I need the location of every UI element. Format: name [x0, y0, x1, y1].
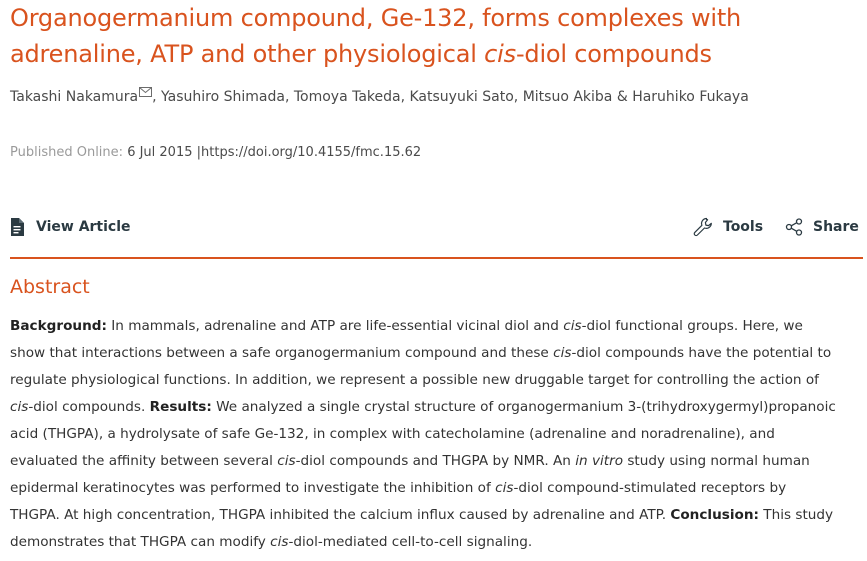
abstract-italic: cis [10, 399, 29, 415]
abstract-italic: cis [277, 453, 296, 469]
abstract-line [10, 529, 860, 556]
wrench-icon [693, 217, 713, 237]
abstract-text: regulate physiological functions. In addition, we represent a possible new druggable target for controlling the action of [10, 372, 819, 388]
abstract-text: epidermal keratinocytes was performed to investigate the inhibition of [10, 480, 496, 496]
title-text-2: -diol compounds [515, 40, 712, 68]
abstract-text: THGPA. At high concentration, THGPA inhibited the calcium influx caused by adrenaline and ATP. [10, 507, 671, 523]
published-date: 6 Jul 2015 [127, 145, 193, 160]
abstract-line [10, 313, 860, 340]
abstract-line [10, 448, 860, 475]
share-icon [785, 218, 803, 236]
abstract-text: evaluated the affinity between several [10, 453, 278, 469]
abstract-line [10, 340, 860, 367]
abstract-text: show that interactions between a safe organogermanium compound and these [10, 345, 554, 361]
abstract-italic: cis [553, 345, 572, 361]
article-toolbar [10, 212, 863, 242]
abstract-italic: cis [270, 534, 289, 550]
document-icon [10, 218, 24, 236]
abstract-text: acid (THGPA), a hydrolysate of safe Ge-132, in complex with catecholamine (adrenaline and noradrenaline), and [10, 426, 775, 442]
title-text-1: Organogermanium compound, Ge-132, forms complexes with adrenaline, ATP and other physiological [10, 4, 742, 68]
share-label: Share [813, 219, 859, 235]
abstract-text: -diol compounds have the potential to [571, 345, 832, 361]
view-article-button[interactable] [10, 212, 131, 242]
separator: | [196, 145, 202, 160]
abstract-text: This study [758, 507, 834, 523]
abstract-line [10, 421, 860, 448]
doi-link[interactable]: https://doi.org/10.4155/fmc.15.62 [201, 145, 422, 160]
tools-label: Tools [723, 219, 764, 235]
published-label: Published Online: [10, 145, 124, 160]
section-divider [10, 257, 863, 259]
abstract-text: -diol compounds and THGPA by NMR. An [295, 453, 576, 469]
results-label: Results: [149, 399, 212, 415]
abstract-line [10, 394, 860, 421]
abstract-text: -diol compound-stimulated receptors by [513, 480, 787, 496]
abstract-text: We analyzed a single crystal structure of organogermanium 3-(trihydroxygermyl)propanoic [211, 399, 836, 415]
author-link-nakamura[interactable]: Takashi Nakamura [10, 89, 139, 105]
publication-info [10, 143, 421, 163]
abstract-italic: cis [563, 318, 582, 334]
title-text-italic: cis [484, 40, 516, 68]
abstract-text: demonstrates that THGPA can modify [10, 534, 271, 550]
author-list [10, 86, 860, 108]
envelope-icon[interactable] [139, 87, 152, 97]
abstract-line [10, 367, 860, 394]
abstract-heading: Abstract [10, 276, 90, 298]
abstract-line [10, 502, 860, 529]
article-title [10, 0, 860, 72]
tools-button[interactable] [693, 212, 763, 242]
abstract-italic: cis [495, 480, 514, 496]
background-label: Background: [10, 318, 107, 334]
abstract-line [10, 475, 860, 502]
conclusion-label: Conclusion: [670, 507, 759, 523]
abstract-text: -diol compounds. [28, 399, 150, 415]
author-list-rest: , Yasuhiro Shimada, Tomoya Takeda, Katsuyuki Sato, Mitsuo Akiba & Haruhiko Fukaya [152, 89, 749, 105]
abstract-text: -diol functional groups. Here, we [581, 318, 803, 334]
abstract-text: -diol-mediated cell-to-cell signaling. [288, 534, 533, 550]
abstract-text: study using normal human [623, 453, 810, 469]
share-button[interactable] [785, 212, 859, 242]
abstract-body [10, 313, 860, 556]
abstract-italic: in vitro [575, 453, 624, 469]
view-article-label: View Article [36, 219, 131, 235]
abstract-text: In mammals, adrenaline and ATP are life-essential vicinal diol and [106, 318, 564, 334]
